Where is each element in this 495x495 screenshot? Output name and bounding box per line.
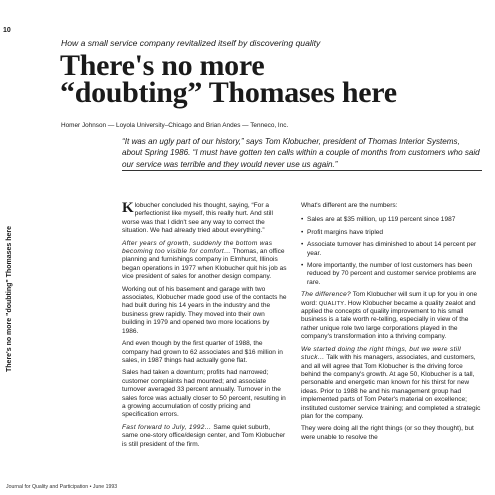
article-headline xyxy=(60,49,480,109)
paragraph xyxy=(301,346,483,422)
list-item: • Associate turnover has diminished to about 14 percent per year. xyxy=(301,241,483,258)
paragraph: And even though by the first quarter of 1988, the company had grown to 62 associates and $16 million in sales, in 1987 things had actually gone flat. xyxy=(122,340,283,364)
page-number: 10 xyxy=(3,27,11,34)
paragraph xyxy=(122,240,287,282)
running-head: There's no more "doubting" Thomases here xyxy=(6,226,13,372)
page-footer: Journal for Quality and Participation • June 1993 xyxy=(6,484,118,490)
paragraph-text: lobucher concluded his thought, saying, “For a perfectionist like myself, this really hurt. And still worse was that I didn't see any way to correct the situation. We had already tried about everything.” xyxy=(122,202,273,235)
paragraph: They were doing all the right things (or so they thought), but were unable to resolve the xyxy=(301,425,474,441)
paragraph xyxy=(122,424,287,449)
paragraph: Working out of his basement and garage with two associates, Klobucher made good use of the contacts he had built during his 14 years in the industry and the business grew rapidly. They moved into their own building in 1979 and opened two more locations by 1986. xyxy=(122,285,287,335)
drop-cap: K xyxy=(122,200,134,216)
paragraph-lead-in: We started doing the right things, but we were still stuck… xyxy=(301,345,461,362)
list-item: • Sales are at $35 million, up 119 percent since 1987 xyxy=(301,216,483,224)
paragraph xyxy=(122,202,287,236)
divider-rule xyxy=(122,170,482,171)
list-item: • Profit margins have tripled xyxy=(301,229,483,237)
left-column xyxy=(122,202,287,453)
paragraph: What's different are the numbers: xyxy=(301,202,398,209)
paragraph-text: Same quiet suburb, same one-story office/design center, and Tom Klobucher is still president of the firm. xyxy=(122,423,286,448)
headline-line-2: “doubting” Thomases here xyxy=(60,76,397,109)
numbers-list xyxy=(301,216,483,287)
paragraph: Sales had taken a downturn; profits had narrowed; customer complaints had mounted; and associate turnover averaged 33 percent annually. Turnover in the sales force was actually closer to 50 percent, resulting in a growing accumulation of costly pricing and specification errors. xyxy=(122,369,286,419)
list-item: • More importantly, the number of lost customers has been reduced by 70 percent and customer service problems are rare. xyxy=(301,262,483,287)
paragraph xyxy=(301,291,483,341)
paragraph-text: . How Klobucher became a quality zealot and applied the concepts of quality improvement to his small business is a tale worth re-telling, especially in view of the rather unique role two large corporations played in the company's transformation into a thriving company. xyxy=(301,299,476,341)
paragraph-text: Tom Klobucher will sum it up for you in one word: xyxy=(301,291,478,307)
article-subtitle: How a small service company revitalized itself by discovering quality xyxy=(61,38,321,48)
paragraph-text: Talk with his managers, associates, and customers, and all will agree that Tom Klobucher is the driving force behind the company's growth. At age 50, Klobucher is a tall, personable and energetic man known for his thirst for new ideas. Prior to 1988 he and his management group had implemented parts of Tom Peter's material on excellence; instituted customer service training; and completed a strategic plan for the company. xyxy=(301,354,481,420)
paragraph-lead-in: Fast forward to July, 1992… xyxy=(122,423,212,431)
paragraph-text: Thomas, an office planning and furnishings company in Elmhurst, Illinois began operations in 1977 when Klobucher quit his job as vice president of sales for another design company. xyxy=(122,248,287,281)
paragraph-lead-in: After years of growth, suddenly the bottom was becoming too visible for comfort… xyxy=(122,239,273,256)
right-column xyxy=(301,202,483,446)
intro-quote: “It was an ugly part of our history,” says Tom Klobucher, president of Thomas Interior Systems, about Spring 1986. “I must have gotten ten calls within a couple of months from customers who said our service was terrible and they would never use us again.” xyxy=(122,137,480,169)
byline: Homer Johnson — Loyola University–Chicago and Brian Andes — Tenneco, Inc. xyxy=(61,122,289,129)
paragraph-lead-in: The difference? xyxy=(301,291,351,299)
headline-line-1: There's no more xyxy=(60,49,265,82)
quality-word: QUALITY xyxy=(318,300,345,307)
